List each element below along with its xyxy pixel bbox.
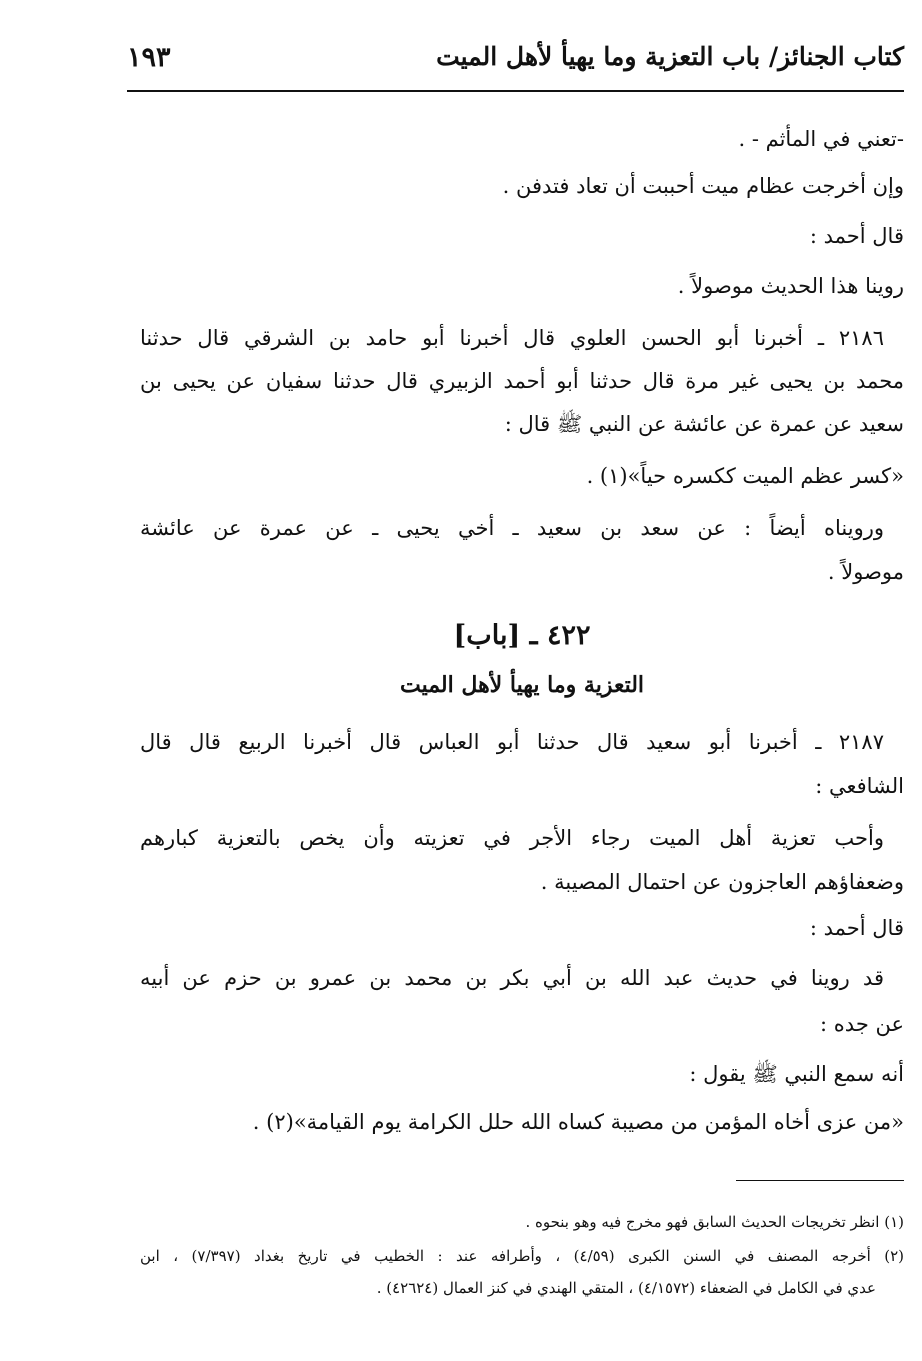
- text-line: موصولاً .: [827, 560, 904, 584]
- text-line: روينا هذا الحديث موصولاً .: [677, 274, 904, 298]
- footnote-divider: [736, 1180, 904, 1181]
- hadith-quote: «كسر عظم الميت ككسره حياً»(١) .: [586, 464, 904, 488]
- text-line: ورويناه أيضاً : عن سعد بن سعيد ـ أخي يحيى ـ عن عمرة عن عائشة: [140, 516, 884, 540]
- text-line: وضعفاؤهم العاجزون عن احتمال المصيبة .: [540, 870, 904, 894]
- hadith-2186-line: ٢١٨٦ ـ أخبرنا أبو الحسن العلوي قال أخبرنا أبو حامد بن الشرقي قال حدثنا: [140, 326, 884, 350]
- header-title: كتاب الجنائز/ باب التعزية وما يهيأ لأهل الميت: [436, 42, 904, 71]
- hadith-quote: «من عزى أخاه المؤمن من مصيبة كساه الله حلل الكرامة يوم القيامة»(٢) .: [252, 1110, 904, 1134]
- footnote-2-line: (٢) أخرجه المصنف في السنن الكبرى (٤/٥٩) ، وأطرافه عند : الخطيب في تاريخ بغداد (٧/٣٩٧) ، ابن: [140, 1247, 905, 1265]
- text-line: أنه سمع النبي ﷺ يقول :: [689, 1062, 904, 1086]
- hadith-2186-line: محمد بن يحيى غير مرة قال حدثنا أبو أحمد الزبيري قال حدثنا سفيان عن يحيى بن: [140, 369, 904, 393]
- hadith-2187-line: ٢١٨٧ ـ أخبرنا أبو سعيد قال حدثنا أبو العباس قال أخبرنا الربيع قال قال: [140, 730, 884, 754]
- text-line: قال أحمد :: [809, 916, 904, 940]
- footnote-2-line: عدي في الكامل في الضعفاء (٤/١٥٧٢) ، المتقي الهندي في كنز العمال (٤٢٦٢٤) .: [376, 1279, 876, 1297]
- text-line: وأحب تعزية أهل الميت رجاء الأجر في تعزيته وأن يخص بالتعزية كبارهم: [140, 826, 884, 850]
- hadith-2187-line: الشافعي :: [815, 774, 904, 798]
- text-line: -تعني في المأثم - .: [738, 127, 904, 151]
- text-line: قد روينا في حديث عبد الله بن أبي بكر بن محمد بن عمرو بن حزم عن أبيه: [140, 966, 884, 990]
- footnote-1: (١) انظر تخريجات الحديث السابق فهو مخرج فيه وهو بنحوه .: [525, 1213, 904, 1231]
- text-line: وإن أخرجت عظام ميت أحببت أن تعاد فتدفن .: [502, 174, 904, 198]
- running-header: [127, 40, 904, 92]
- hadith-2186-line: سعيد عن عمرة عن عائشة عن النبي ﷺ قال :: [504, 412, 904, 436]
- chapter-number: ٤٢٢ ـ [باب]: [453, 620, 591, 651]
- text-line: قال أحمد :: [809, 224, 904, 248]
- page-number: ١٩٣: [127, 42, 171, 73]
- chapter-title: التعزية وما يهيأ لأهل الميت: [399, 672, 645, 698]
- text-line: عن جده :: [820, 1012, 904, 1036]
